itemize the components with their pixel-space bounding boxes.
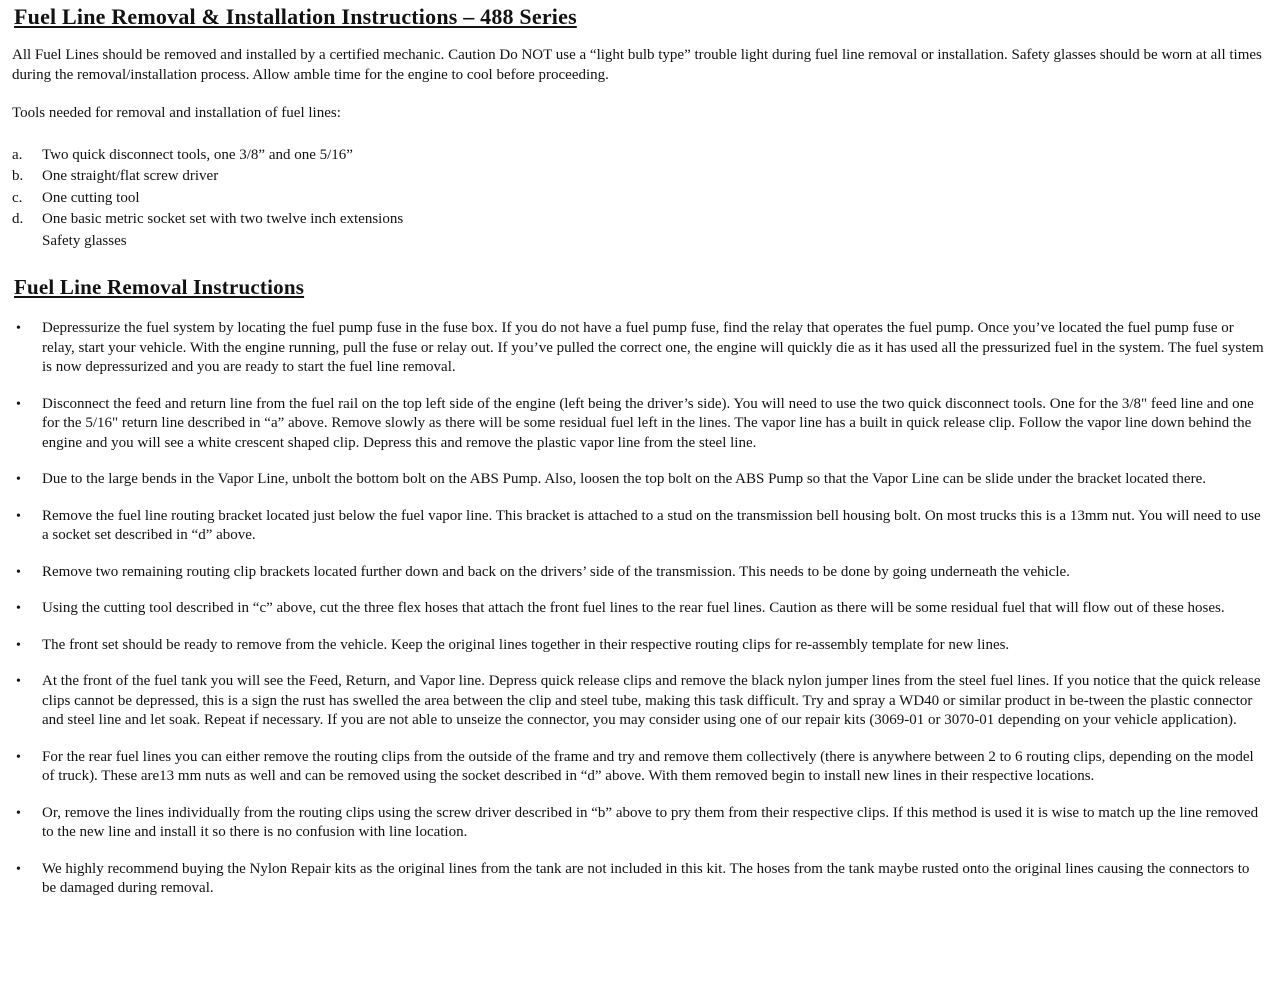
tools-list-heading: Tools needed for removal and installation of fuel lines: [12,105,341,121]
step-text: Using the cutting tool described in “c” above, cut the three flex hoses that attach the front fuel lines to the rear fuel lines. Caution as there will be some residual fuel that will flow out of these hoses. [42,600,1225,616]
step-text: Remove the fuel line routing bracket located just below the fuel vapor line. This bracket is attached to a stud on the transmission bell housing bolt. On most trucks this is a 13mm nut. You will need to use a socket set described in “d” above. [42,507,1261,543]
bullet-icon: • [16,564,21,580]
step-item [12,748,1266,787]
step-item [12,395,1266,454]
bullet-icon: • [16,321,21,336]
step-item [12,860,1266,899]
step-text: For the rear fuel lines you can either remove the routing clips from the outside of the frame and try and remove them collectively (there is anywhere between 2 to 6 routing clips, depending on the model of truck). These are13 mm nuts as well and can be removed using the socket described in “d” above. With them removed begin to install new lines in their respective locations. [42,748,1254,784]
tool-text: One straight/flat screw driver [42,168,219,184]
bullet-icon: • [16,861,21,877]
step-text: Or, remove the lines individually from the routing clips using the screw driver described in “b” above to pry them from their respective clips. If this method is used it is wise to match up the line removed to the new line and install it so there is no confusion with line location. [42,804,1259,840]
step-text: Remove two remaining routing clip brackets located further down and back on the drivers’ side of the transmission. This needs to be done by going underneath the vehicle. [42,563,1070,580]
bullet-icon: • [16,805,21,821]
intro-paragraph: All Fuel Lines should be removed and installed by a certified mechanic. Caution Do NOT use a “light bulb type” trouble light during fuel line removal or installation. Safety glasses should be worn at all times during the removal/installation process. Allow amble time for the engine to cool before proceeding. [12,47,1262,83]
step-text: At the front of the fuel tank you will see the Feed, Return, and Vapor line. Depress quick release clips and remove the black nylon jumper lines from the steel fuel lines. If you notice that the quick release clips cannot be depressed, this is a sign the rust has swelled the area between the clip and steel tube, making this task difficult. Try and spray a WD40 or similar product in be-tween the plastic connector and steel line and let soak. Repeat if necessary. If you are not able to unseize the connector, you may consider using one of our repair kits (3069-01 or 3070-01 depending on your vehicle application). [42,673,1261,728]
step-item [12,507,1266,546]
bullet-icon: • [16,472,21,487]
bullet-icon: • [16,396,21,412]
tool-text: One basic metric socket set with two twelve inch extensions [42,211,404,227]
tool-text: One cutting tool [42,189,140,206]
step-item [12,319,1266,378]
removal-steps-list [12,319,1266,899]
bullet-icon: • [16,674,21,689]
tool-marker: c. [12,189,23,206]
step-text: Due to the large bends in the Vapor Line, unbolt the bottom bolt on the ABS Pump. Also, loosen the top bolt on the ABS Pump so that the Vapor Line can be slide under the bracket located there. [42,471,1206,487]
step-item [12,563,1266,583]
tool-item-c [12,188,1266,210]
tool-item-b [12,166,1266,188]
tool-marker: b. [12,168,24,184]
bullet-icon: • [16,508,21,524]
step-text: We highly recommend buying the Nylon Repair kits as the original lines from the tank are not included in this kit. The hoses from the tank maybe rusted onto the original lines causing the connectors to be damaged during removal. [42,860,1250,896]
section-heading-text: Fuel Line Removal Instructions [14,275,305,299]
document-title-text: Fuel Line Removal & Installation Instructions – 488 Series [14,4,577,29]
step-item [12,672,1266,731]
tool-item-safety-glasses [12,231,1266,253]
step-text: The front set should be ready to remove from the vehicle. Keep the original lines together in their respective routing clips for re-assembly template for new lines. [42,636,1010,653]
tools-list [12,145,1266,253]
section-heading [14,275,1266,299]
document-title [14,4,1266,30]
bullet-icon: • [16,601,21,616]
step-item [12,470,1266,490]
bullet-icon: • [16,749,21,765]
step-text: Depressurize the fuel system by locating the fuel pump fuse in the fuse box. If you do not have a fuel pump fuse, find the relay that operates the fuel pump. Once you’ve located the fuel pump fuse or relay, start your vehicle. With the engine running, pull the fuse or relay out. If you’ve pulled the correct one, the engine will quickly die as it has used all the pressurized fuel in the system. The fuel system is now depressurized and you are ready to start the fuel line removal. [42,320,1264,375]
tool-text: Two quick disconnect tools, one 3/8” and one 5/16” [42,146,353,163]
tool-marker: a. [12,146,23,163]
step-item [12,804,1266,843]
tool-item-a [12,145,1266,167]
tool-text: Safety glasses [42,232,127,249]
bullet-icon: • [16,637,21,653]
tool-item-d [12,209,1266,231]
tool-marker: d. [12,211,24,227]
step-item [12,599,1266,619]
step-item [12,636,1266,656]
step-text: Disconnect the feed and return line from the fuel rail on the top left side of the engine (left being the driver’s side). You will need to use the two quick disconnect tools. One for the 3/8" feed line and one for the 5/16" return line described in “a” above. Remove slowly as there will be some residual fuel left in the lines. The vapor line has a built in quick release clip. Follow the vapor line down behind the engine and you will see a white crescent shaped clip. Depress this and remove the plastic vapor line from the steel line. [42,395,1254,451]
